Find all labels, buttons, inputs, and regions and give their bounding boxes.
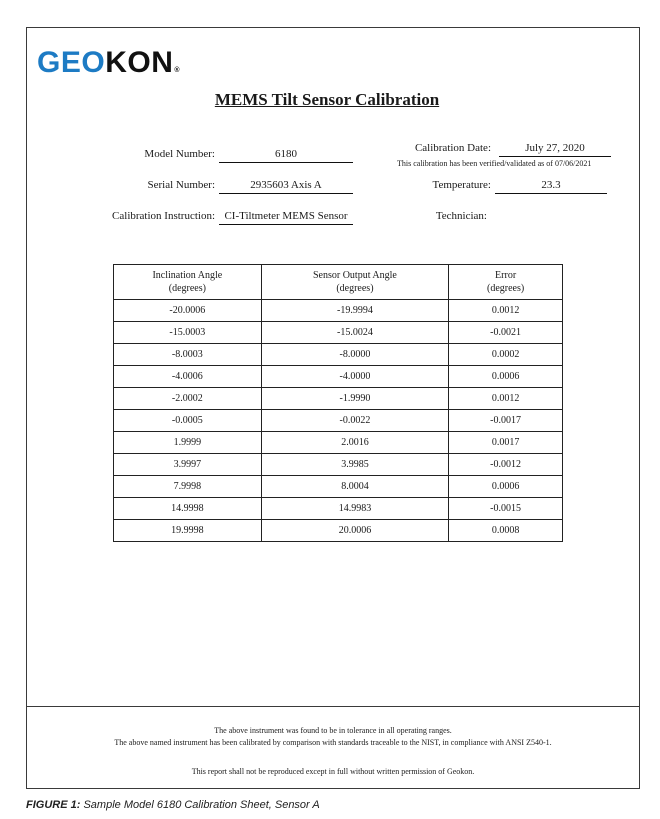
inclination-cell: 3.9997 <box>114 454 262 476</box>
calibration-instruction-label: Calibration Instruction: <box>112 210 215 222</box>
figure-caption <box>26 799 320 811</box>
sheet-title: MEMS Tilt Sensor Calibration <box>214 90 440 109</box>
inclination-cell: -15.0003 <box>114 322 262 344</box>
calibration-sheet <box>26 27 640 789</box>
header-unit: (degrees) <box>168 283 206 294</box>
logo-registered-mark: ® <box>174 67 181 74</box>
header-unit: (degrees) <box>336 283 374 294</box>
inclination-cell: -2.0002 <box>114 388 262 410</box>
logo-kon: KON <box>105 46 174 79</box>
output-cell: -0.0022 <box>261 410 449 432</box>
header-inclination-angle <box>114 265 262 300</box>
calibration-instruction-value: CI-Tiltmeter MEMS Sensor <box>219 210 353 225</box>
inclination-cell: 19.9998 <box>114 520 262 542</box>
temperature-label: Temperature: <box>432 179 491 191</box>
output-cell: -1.9990 <box>261 388 449 410</box>
model-number-value: 6180 <box>219 148 353 163</box>
error-cell: 0.0012 <box>449 300 563 322</box>
inclination-cell: -8.0003 <box>114 344 262 366</box>
verification-note: This calibration has been verified/validated as of 07/06/2021 <box>397 159 592 168</box>
error-cell: -0.0021 <box>449 322 563 344</box>
table-row <box>114 520 563 542</box>
inclination-cell: 7.9998 <box>114 476 262 498</box>
header-error <box>449 265 563 300</box>
figure-label: FIGURE 1: <box>26 799 81 811</box>
output-cell: 2.0016 <box>261 432 449 454</box>
error-cell: 0.0017 <box>449 432 563 454</box>
header-sensor-output-angle <box>261 265 449 300</box>
table-row <box>114 366 563 388</box>
table-row <box>114 322 563 344</box>
table-row <box>114 300 563 322</box>
inclination-cell: -4.0006 <box>114 366 262 388</box>
header-text: Inclination Angle <box>152 270 223 281</box>
inclination-cell: -0.0005 <box>114 410 262 432</box>
footer-reproduction-notice: This report shall not be reproduced except in full without written permission of Geokon. <box>191 767 475 776</box>
error-cell: 0.0008 <box>449 520 563 542</box>
calibration-date-value: July 27, 2020 <box>499 142 611 157</box>
serial-number-label: Serial Number: <box>147 179 215 191</box>
header-text: Error <box>495 270 517 281</box>
inclination-cell: -20.0006 <box>114 300 262 322</box>
model-number-label: Model Number: <box>144 148 215 160</box>
output-cell: -19.9994 <box>261 300 449 322</box>
header-unit: (degrees) <box>487 283 525 294</box>
footer-tolerance-statement: The above instrument was found to be in tolerance in all operating ranges. <box>214 726 452 735</box>
output-cell: 8.0004 <box>261 476 449 498</box>
figure-caption-text: Sample Model 6180 Calibration Sheet, Sensor A <box>83 799 320 811</box>
table-header-row <box>114 265 563 300</box>
table-row <box>114 454 563 476</box>
temperature-value: 23.3 <box>495 179 607 194</box>
inclination-cell: 1.9999 <box>114 432 262 454</box>
error-cell: -0.0015 <box>449 498 563 520</box>
table-row <box>114 498 563 520</box>
error-cell: 0.0012 <box>449 388 563 410</box>
table-row <box>114 432 563 454</box>
footer-traceability-statement: The above named instrument has been calibrated by comparison with standards traceable to the NIST, in compliance with ANSI Z540-1. <box>114 738 552 747</box>
calibration-table <box>113 264 563 542</box>
header-text: Sensor Output Angle <box>312 270 397 281</box>
output-cell: 14.9983 <box>261 498 449 520</box>
error-cell: -0.0012 <box>449 454 563 476</box>
table-row <box>114 410 563 432</box>
error-cell: 0.0002 <box>449 344 563 366</box>
footer-divider <box>27 706 639 707</box>
error-cell: -0.0017 <box>449 410 563 432</box>
geokon-logo <box>37 48 180 78</box>
error-cell: 0.0006 <box>449 366 563 388</box>
logo-geo: GEO <box>37 46 106 79</box>
output-cell: 3.9985 <box>261 454 449 476</box>
table-row <box>114 388 563 410</box>
error-cell: 0.0006 <box>449 476 563 498</box>
technician-label: Technician: <box>435 210 487 222</box>
table-row <box>114 476 563 498</box>
calibration-date-label: Calibration Date: <box>414 142 491 154</box>
output-cell: -15.0024 <box>261 322 449 344</box>
serial-number-value: 2935603 Axis A <box>219 179 353 194</box>
table-row <box>114 344 563 366</box>
inclination-cell: 14.9998 <box>114 498 262 520</box>
output-cell: -8.0000 <box>261 344 449 366</box>
output-cell: 20.0006 <box>261 520 449 542</box>
output-cell: -4.0000 <box>261 366 449 388</box>
